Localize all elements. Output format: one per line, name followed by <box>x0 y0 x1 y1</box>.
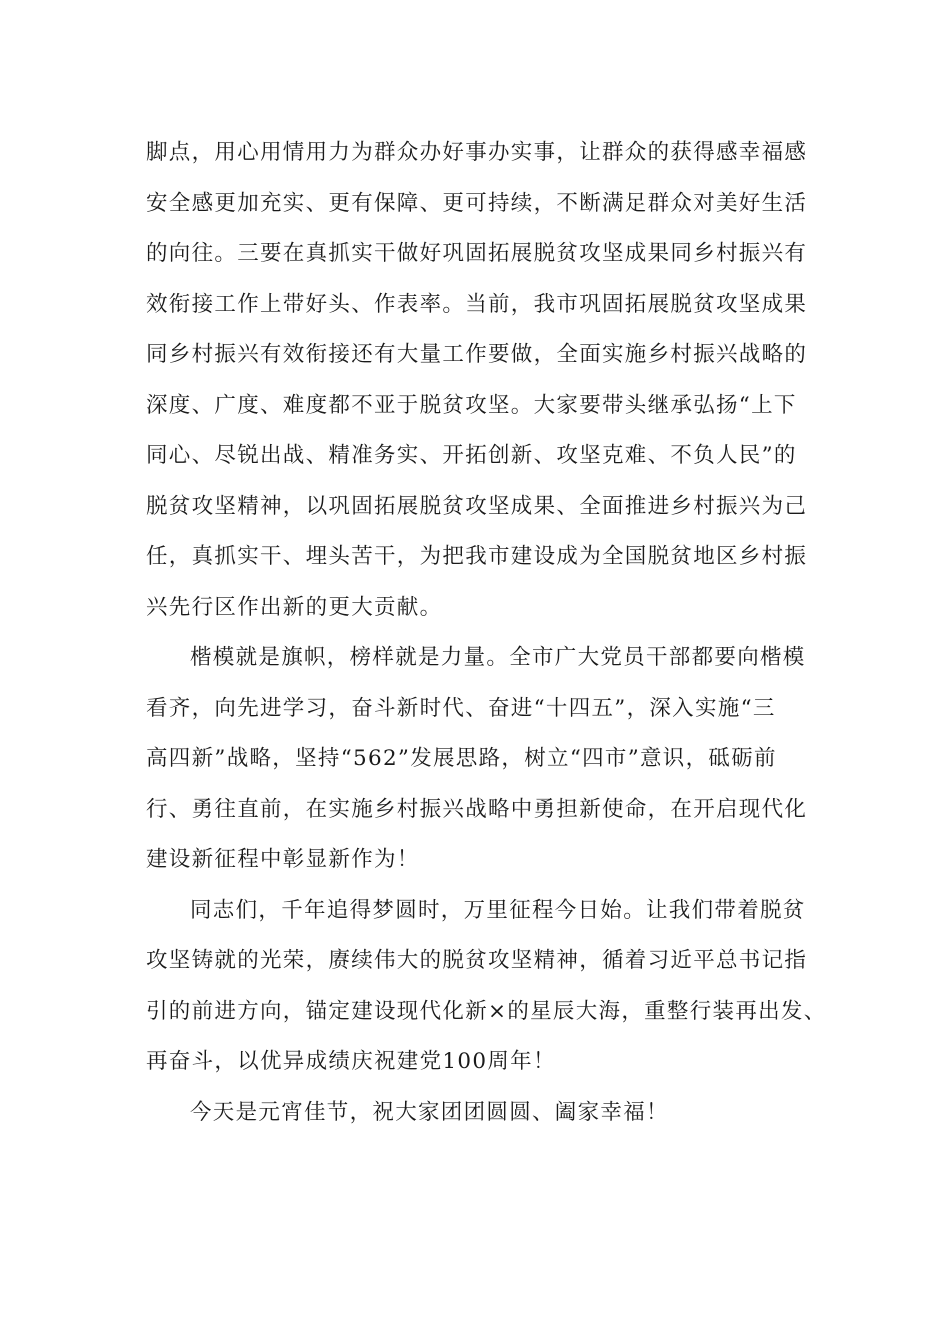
text-line: 脱贫攻坚精神，以巩固拓展脱贫攻坚成果、全面推进乡村振兴为己 <box>146 493 808 519</box>
text-line: 行、勇往直前，在实施乡村振兴战略中勇担新使命，在开启现代化 <box>146 796 808 822</box>
text-line: 的向往。三要在真抓实干做好巩固拓展脱贫攻坚成果同乡村振兴有 <box>146 241 808 266</box>
text-line: 深度、广度、难度都不亚于脱贫攻坚。大家要带头继承弘扬“上下 <box>146 392 797 418</box>
text-line: 今天是元宵佳节，祝大家团团圆圆、阖家幸福！ <box>190 1099 669 1125</box>
text-line: 安全感更加充实、更有保障、更可持续，不断满足群众对美好生活 <box>146 190 808 216</box>
text-line: 任，真抓实干、埋头苦干，为把我市建设成为全国脱贫地区乡村振 <box>146 544 808 569</box>
text-line: 再奋斗，以优异成绩庆祝建党100周年！ <box>146 1049 556 1074</box>
text-line: 楷模就是旗帜，榜样就是力量。全市广大党员干部都要向楷模 <box>190 645 806 670</box>
text-line: 同乡村振兴有效衔接还有大量工作要做，全面实施乡村振兴战略的 <box>146 342 808 367</box>
text-line: 效衔接工作上带好头、作表率。当前，我市巩固拓展脱贫攻坚成果 <box>146 291 808 317</box>
paragraph <box>146 1088 806 1139</box>
paragraph <box>146 886 827 1088</box>
text-line: 脚点，用心用情用力为群众办好事办实事，让群众的获得感幸福感 <box>146 140 808 165</box>
text-line: 同心、尽锐出战、精准务实、开拓创新、攻坚克难、不负人民”的 <box>146 443 797 468</box>
text-line: 高四新”战略，坚持“562”发展思路，树立“四市”意识，砥砺前 <box>146 746 777 771</box>
paragraph <box>146 128 806 633</box>
text-line: 建设新征程中彰显新作为！ <box>146 847 420 872</box>
document-body <box>146 128 827 1138</box>
text-line: 引的前进方向，锚定建设现代化新×的星辰大海，重整行装再出发、 <box>146 998 827 1024</box>
text-line: 看齐，向先进学习，奋斗新时代、奋进“十四五”，深入实施“三 <box>146 695 776 721</box>
text-line: 兴先行区作出新的更大贡献。 <box>146 594 443 620</box>
text-line: 攻坚铸就的光荣，赓续伟大的脱贫攻坚精神，循着习近平总书记指 <box>146 948 808 973</box>
text-line: 同志们，千年追得梦圆时，万里征程今日始。让我们带着脱贫 <box>190 897 806 923</box>
paragraph <box>146 633 806 886</box>
